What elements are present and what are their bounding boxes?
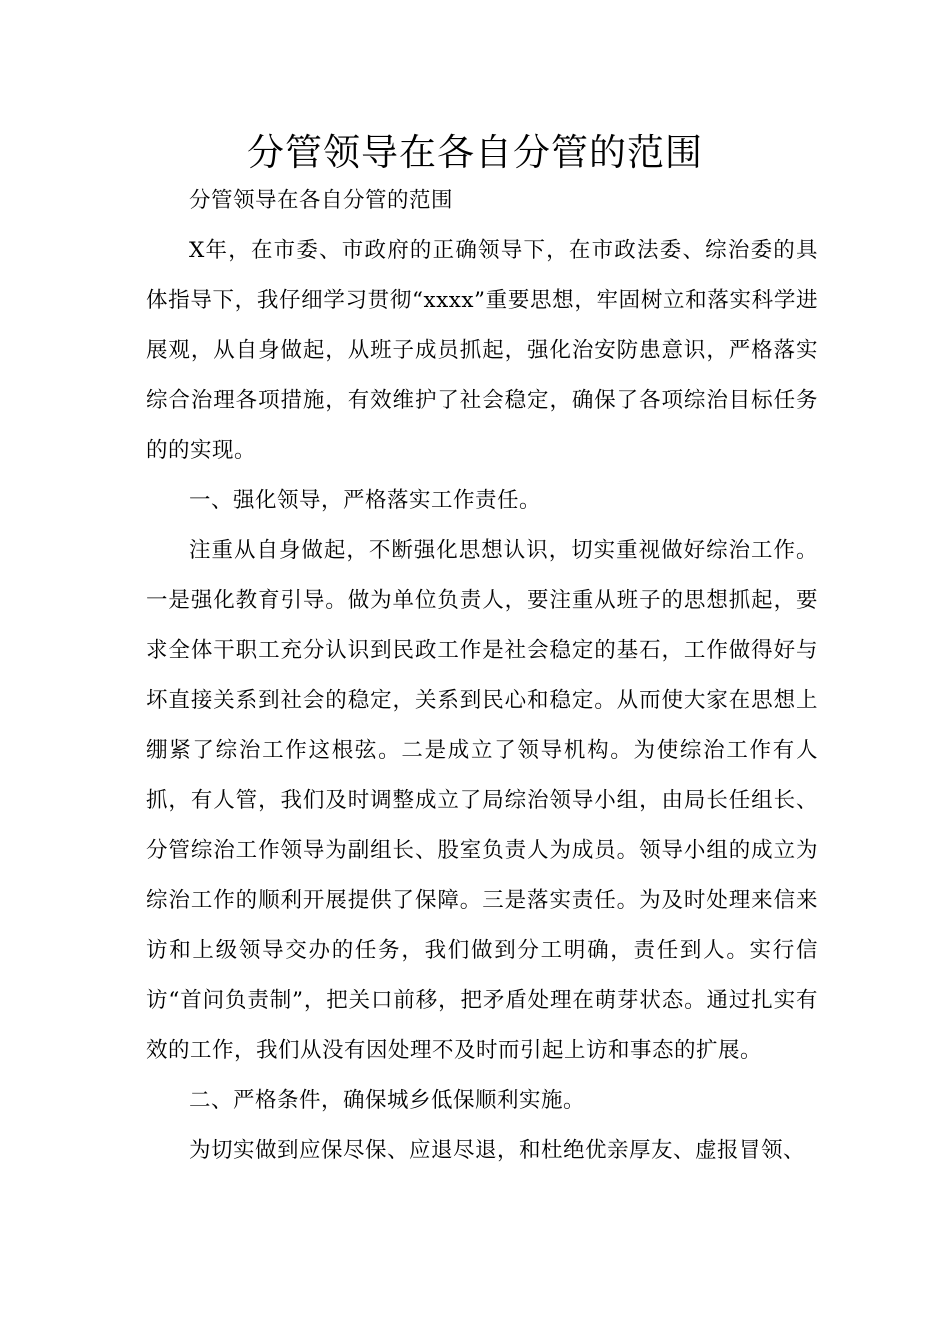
document-body (146, 176, 818, 1176)
paragraph-intro: X年，在市委、市政府的正确领导下，在市政法委、综治委的具体指导下，我仔细学习贯彻“xxxx”重要思想，牢固树立和落实科学进展观，从自身做起，从班子成员抓起，强化治安防患意识，严格落实综合治理各项措施，有效维护了社会稳定，确保了各项综治目标任务的的实现。 (146, 238, 818, 463)
section-heading-1: 一、强化领导，严格落实工作责任。 (189, 488, 542, 513)
paragraph-section-2: 为切实做到应保尽保、应退尽退，和杜绝优亲厚友、虚报冒领、 (189, 1138, 806, 1163)
document-title: 分管领导在各自分管的范围 (247, 131, 703, 174)
paragraph-subtitle: 分管领导在各自分管的范围 (189, 188, 454, 213)
paragraph-section-1: 注重从自身做起，不断强化思想认识，切实重视做好综治工作。一是强化教育引导。做为单位负责人，要注重从班子的思想抓起，要求全体干职工充分认识到民政工作是社会稳定的基石，工作做得好与坏直接关系到社会的稳定，关系到民心和稳定。从而使大家在思想上绷紧了综治工作这根弦。二是成立了领导机构。为使综治工作有人抓，有人管，我们及时调整成立了局综治领导小组，由局长任组长、分管综治工作领导为副组长、股室负责人为成员。领导小组的成立为综治工作的顺利开展提供了保障。三是落实责任。为及时处理来信来访和上级领导交办的任务，我们做到分工明确，责任到人。实行信访“首问负责制”，把关口前移，把矛盾处理在萌芽状态。通过扎实有效的工作，我们从没有因处理不及时而引起上访和事态的扩展。 (146, 538, 818, 1063)
section-heading-2: 二、严格条件，确保城乡低保顺利实施。 (189, 1088, 586, 1113)
